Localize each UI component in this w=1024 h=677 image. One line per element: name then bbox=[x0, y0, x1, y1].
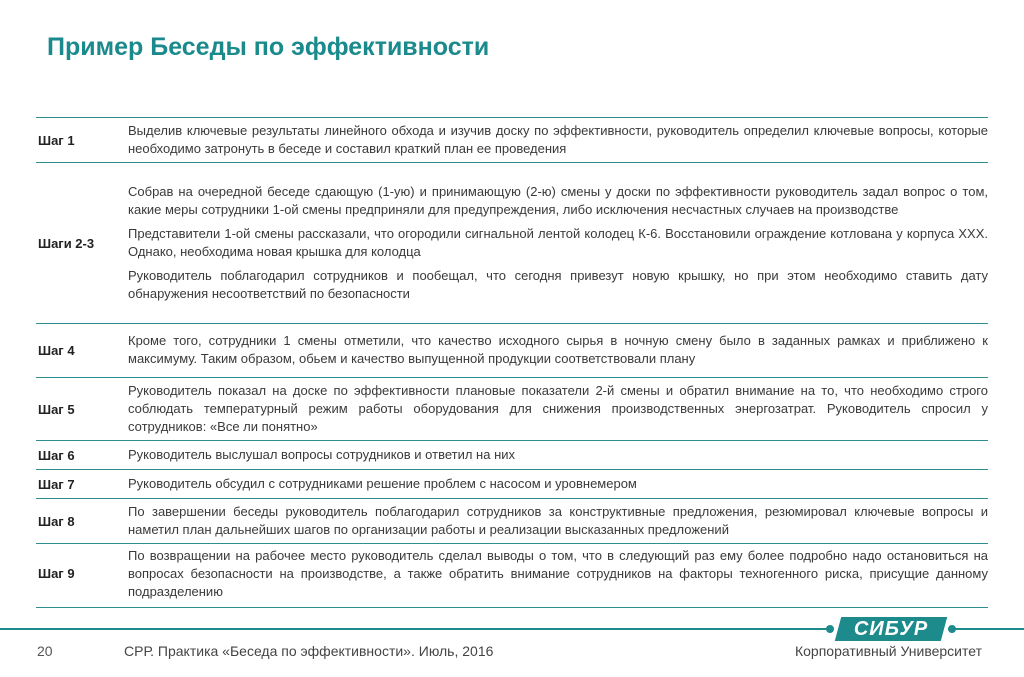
step-label: Шаг 7 bbox=[38, 476, 75, 492]
step-text: Собрав на очередной беседе сдающую (1-ую) и принимающую (2-ю) смены у доски по эффективности руководитель задал вопрос о том, какие меры сотрудники 1-ой смены предприняли для предупреждения, либо исключения несчастных случаев на производстве bbox=[128, 183, 988, 217]
table-row bbox=[36, 469, 988, 498]
step-content bbox=[128, 544, 988, 605]
step-content bbox=[128, 379, 988, 440]
logo-text: СИБУР bbox=[853, 617, 929, 640]
step-content bbox=[128, 180, 988, 307]
step-text: Руководитель поблагодарил сотрудников и пообещал, что сегодня привезут новую крышку, но при этом необходимо ставить дату обнаружения несоответствий по безопасности bbox=[128, 267, 988, 301]
table-row bbox=[36, 440, 988, 469]
footer-caption: СРР. Практика «Беседа по эффективности». Июль, 2016 bbox=[124, 643, 494, 659]
step-label: Шаг 9 bbox=[38, 566, 75, 581]
table-row bbox=[36, 498, 988, 543]
step-label: Шаг 4 bbox=[38, 343, 75, 358]
step-text: По завершении беседы руководитель поблагодарил сотрудников за конструктивные предложения, резюмировал ключевые вопросы и наметил план дальнейших шагов по организации работы и реализации высказанных предложений bbox=[128, 503, 988, 537]
steps-table bbox=[36, 117, 988, 608]
footer-divider bbox=[0, 628, 830, 630]
page-title: Пример Беседы по эффективности bbox=[47, 33, 490, 61]
step-label: Шаг 1 bbox=[38, 132, 75, 148]
table-row bbox=[36, 162, 988, 323]
table-row bbox=[36, 543, 988, 608]
table-row bbox=[36, 377, 988, 440]
step-content bbox=[128, 119, 988, 162]
divider-dot-icon bbox=[826, 625, 834, 633]
step-text: Выделив ключевые результаты линейного обхода и изучив доску по эффективности, руководитель определил ключевые вопросы, которые необходимо затронуть в беседе и составил краткий план ее проведения bbox=[128, 122, 988, 156]
footer-divider-right bbox=[948, 628, 1024, 630]
step-content bbox=[128, 443, 988, 468]
step-text: Руководитель выслушал вопросы сотрудников и ответил на них bbox=[128, 446, 516, 462]
page-number: 20 bbox=[37, 643, 53, 659]
sibur-logo bbox=[835, 617, 947, 641]
footer-organization: Корпоративный Университет bbox=[794, 643, 982, 659]
step-label: Шаги 2-3 bbox=[38, 235, 95, 251]
table-row bbox=[36, 117, 988, 162]
step-content bbox=[128, 472, 988, 497]
step-content bbox=[128, 329, 988, 372]
step-text: Руководитель обсудил с сотрудниками решение проблем с насосом и уровнемером bbox=[128, 475, 637, 491]
step-text: Кроме того, сотрудники 1 смены отметили, что качество исходного сырья в ночную смену было в заданных рамках и приближено к максимуму. Таким образом, обьем и качество выпущенной продукции соответствовали плану bbox=[128, 333, 988, 366]
step-label: Шаг 8 bbox=[38, 513, 75, 529]
step-label: Шаг 6 bbox=[38, 447, 75, 463]
table-row bbox=[36, 323, 988, 377]
step-label: Шаг 5 bbox=[38, 401, 75, 417]
step-text: По возвращении на рабочее место руководитель сделал выводы о том, что в следующий раз ему более подробно надо остановиться на вопросах безопасности на производстве, а также обратить внимание сотрудников на факторы техногенного риска, присущие данному подразделению bbox=[128, 548, 988, 599]
step-text: Руководитель показал на доске по эффективности плановые показатели 2-й смены и обратил внимание на то, что необходимо строго соблюдать температурный режим работы оборудования для снижения производственных энергозатрат. Руководитель спросил у сотрудников: «Все ли понятно» bbox=[128, 382, 988, 434]
step-content bbox=[128, 500, 988, 543]
step-text: Представители 1-ой смены рассказали, что огородили сигнальной лентой колодец К-6. Восстановили ограждение котлована у корпуса XXX. Однако, необходима новая крышка для колодца bbox=[128, 225, 988, 259]
